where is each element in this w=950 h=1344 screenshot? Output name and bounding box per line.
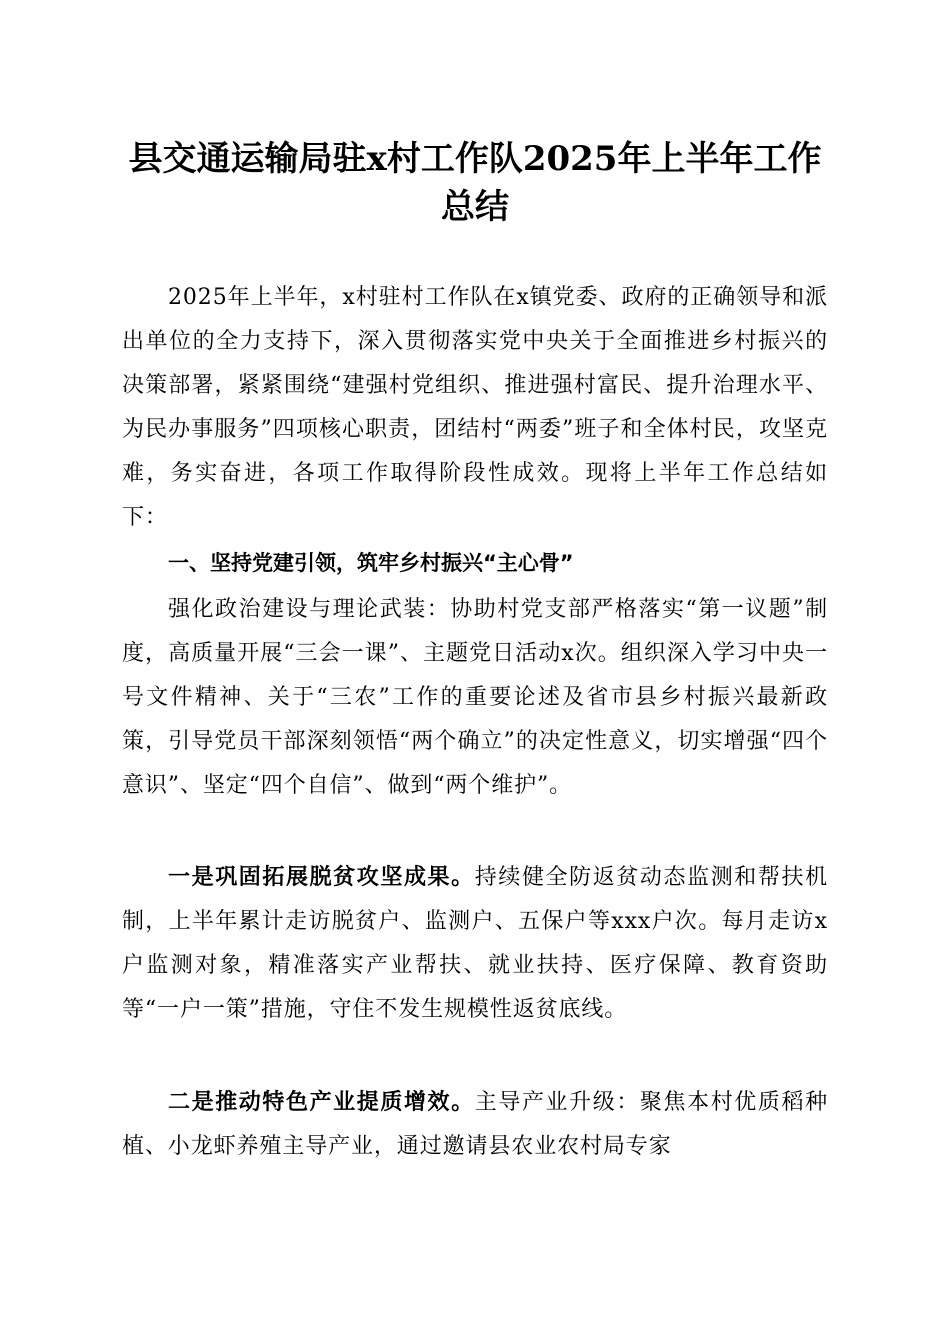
intro-paragraph: 2025年上半年，x村驻村工作队在x镇党委、政府的正确领导和派出单位的全力支持下，深入贯彻落实党中央关于全面推进乡村振兴的决策部署，紧紧围绕“建强村党组织、推进强村富民、提升治理水平、为民办事服务”四项核心职责，团结村“两委”班子和全体村民，攻坚克难，务实奋进，各项工作取得阶段性成效。现将上半年工作总结如下：: [122, 285, 828, 530]
paragraph-body: 主导产业升级：聚焦本村优质稻种植、小龙虾养殖主导产业，通过邀请县农业农村局专家: [122, 1090, 828, 1159]
document-title: 县交通运输局驻x村工作队2025年上半年工作总结: [128, 139, 822, 227]
industry-paragraph: [122, 1081, 828, 1169]
poverty-consolidation-paragraph: [122, 856, 828, 1032]
paragraph-body: 持续健全防返贫动态监测和帮扶机制，上半年累计走访脱贫户、监测户、五保户等xxx户次。每月走访x户监测对象，精准落实产业帮扶、就业扶持、医疗保障、教育资助等“一户一策”措施，守住不发生规模性返贫底线。: [122, 865, 828, 1022]
section-1-paragraph: 强化政治建设与理论武装：协助村党支部严格落实“第一议题”制度，高质量开展“三会一课”、主题党日活动x次。组织深入学习中央一号文件精神、关于“三农”工作的重要论述及省市县乡村振兴最新政策，引导党员干部深刻领悟“两个确立”的决定性意义，切实增强“四个意识”、坚定“四个自信”、做到“两个维护”。: [122, 597, 828, 798]
paragraph-lead: 二是推动特色产业提质增效。: [168, 1090, 475, 1115]
paragraph-lead: 一是巩固拓展脱贫攻坚成果。: [168, 865, 475, 890]
section-heading-1: 一、坚持党建引领，筑牢乡村振兴“主心骨”: [168, 551, 574, 575]
